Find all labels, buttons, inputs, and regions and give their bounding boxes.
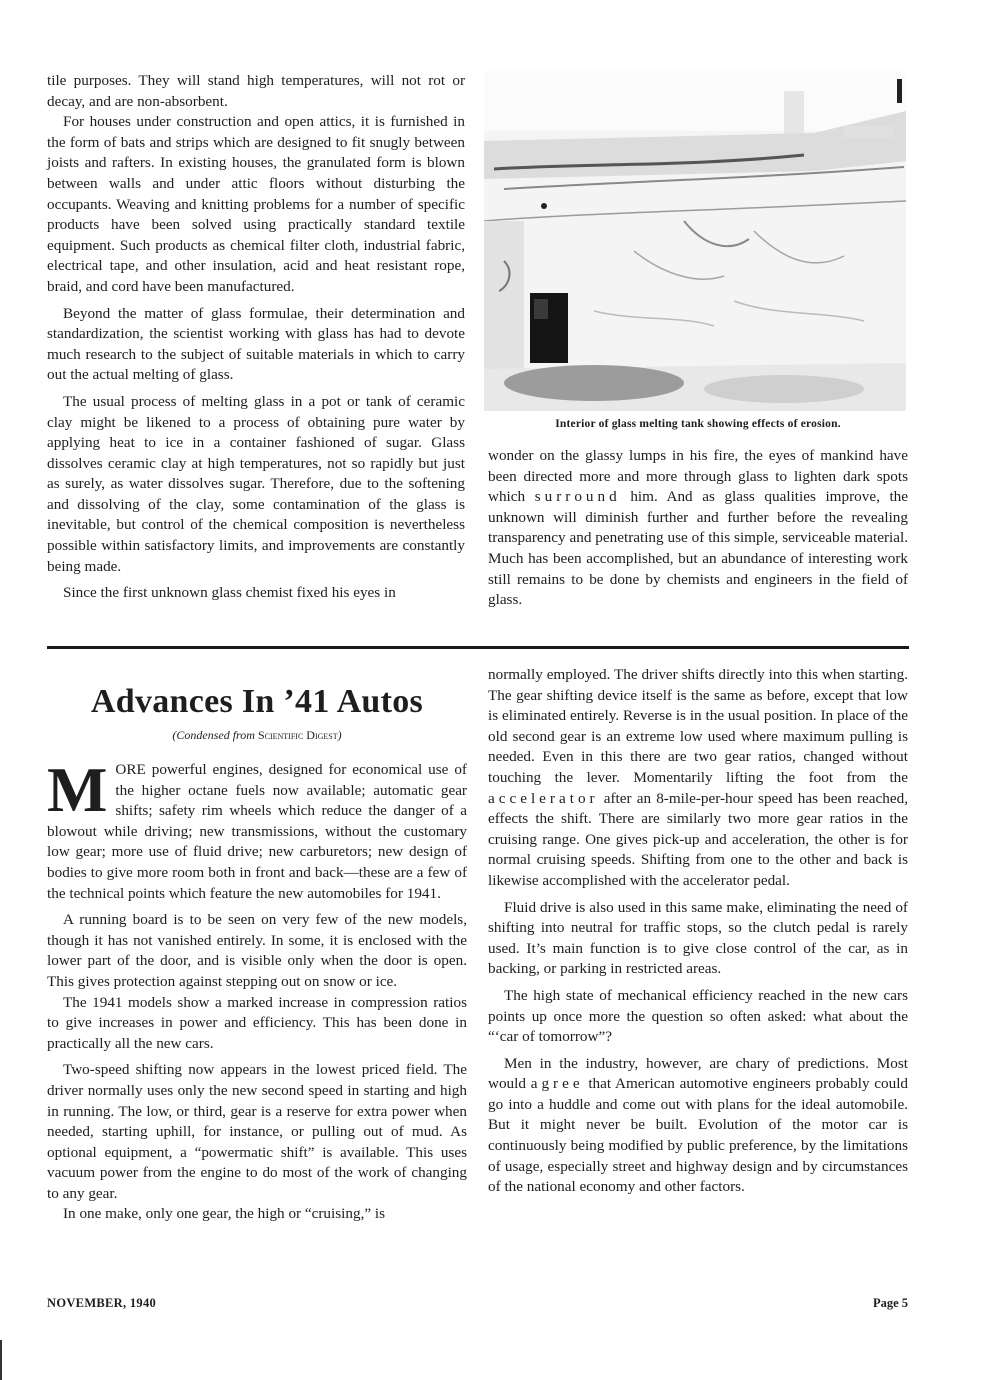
section-divider (47, 646, 909, 649)
drop-cap: M (47, 754, 108, 825)
glass-article-ending (488, 446, 908, 611)
paragraph: The high state of mechanical efficiency reached in the new cars points up once more the question so often asked: what about the “‘car of tomorrow”? (488, 986, 908, 1046)
byline-prefix: (Condensed from (172, 728, 255, 742)
lead-paragraph (47, 754, 467, 904)
scan-edge-mark (0, 1340, 2, 1380)
article-title: Advances In ’41 Autos (90, 683, 424, 720)
paragraph (488, 665, 908, 892)
paragraph: A running board is to be seen on very few of the new models, though it has not vanished entirely. In some, it is enclosed with the lower part of the door, and is visible only when the door is open. This gives protection against stepping out on snow or ice. (47, 911, 467, 990)
paragraph: The 1941 models show a marked increase in compression ratios to give increases in power and efficiency. This has been done in practically all the new cars. (47, 993, 467, 1052)
figure-caption: Interior of glass melting tank showing effects of erosion. (555, 418, 841, 430)
issue-date: NOVEMBER, 1940 (47, 1296, 157, 1310)
paragraph: Fluid drive is also used in this same make, eliminating the need of shifting into neutral for traffic stops, so the clutch pedal is rarely used. It’s main function is to give close control of the car, as in backing, or parking in restricted areas. (488, 898, 908, 978)
paragraph: Since the first unknown glass chemist fixed his eyes in (63, 584, 396, 602)
text-run: ORE powerful engines, designed for economical use of the higher octane fuels now available; automatic gear shifts; safety rim wheels which reduce the danger of a blowout while driving; new transmissions, without the customary low gear; more use of fluid drive; new carburetors; new design of bodies to give more room both in front and back—these are a few of the technical points which feature the new automobiles for 1941. (47, 761, 467, 902)
paragraph (488, 1054, 908, 1198)
byline-source: Scientific Digest (257, 728, 338, 742)
text-run: Men in the industry, however, are chary of predictions. Most would (488, 1054, 908, 1093)
glass-article-continuation (47, 71, 465, 604)
text-run: wonder on the glassy lumps in his fire, the eyes of mankind have been directed more and more through glass to lighten dark spots which (488, 447, 908, 506)
autos-article-left-column (47, 754, 467, 1225)
article-byline (47, 728, 467, 743)
paragraph (488, 446, 908, 611)
spaced-word: accelerator (488, 789, 599, 807)
paragraph: In one make, only one gear, the high or “cruising,” is (63, 1205, 386, 1223)
spaced-word: surround (534, 488, 621, 506)
byline-suffix: ) (337, 728, 342, 742)
paragraph: tile purposes. They will stand high temperatures, will not rot or decay, and are non-absorbent. (47, 72, 465, 110)
autos-article-right-column (488, 665, 908, 1198)
glass-tank-illustration (484, 71, 906, 411)
text-run: normally employed. The driver shifts directly into this when starting. The gear shifting device itself is the same as before, except that low is eliminated entirely. Reverse is in the usual position. In place of the old second gear is an extreme low used where maximum pulling is needed. Even in this there are two gear ratios, changed without touching the lever. Momentarily lifting the foot from the (488, 666, 908, 786)
spaced-word: agree (530, 1075, 584, 1093)
paragraph: The usual process of melting glass in a pot or tank of ceramic clay might be likened to a process of obtaining pure water by applying heat to ice in a container fashioned of sugar. Glass dissolves ceramic clay at high temperatures, not so rapidly but just as surely, as water dissolves sugar. Therefore, due to the softening and dissolving of the clay, some contamination of the glass is inevitable, but control of the chemical composition is nevertheless possible within satisfactory limits, and improvements are constantly being made. (47, 392, 465, 575)
paragraph: Two-speed shifting now appears in the lowest priced field. The driver normally uses only the new second speed in starting and high in running. The low, or third, gear is a reserve for extra power when needed, starting uphill, for instance, or pulling out of mud. As optional equipment, a “powermatic shift” is available. This uses vacuum power from the engine to do most of the work of changing to any gear. (47, 1061, 467, 1202)
page-number: Page 5 (872, 1296, 908, 1310)
text-run: that American automotive engineers probably could go into a huddle and come out with plans for the ideal automobile. But it might never be built. Evolution of the motor car is continuously being modified by public preference, by the limitations of usage, especially street and highway design and by circumstances of the national economy and other factors. (488, 1075, 909, 1196)
text-run: after an 8-mile-per-hour speed has been reached, effects the shift. There are similarly two more gear ratios in the cruising range. One gives pick-up and acceleration, the other is for normal cruising speeds. Shifting from one to the other and back is likewise accomplished with the accelerator pedal. (488, 789, 908, 889)
paragraph: For houses under construction and open attics, it is furnished in the form of bats and strips which are designed to fit snugly between joists and rafters. In existing houses, the granulated form is blown between walls and under attic floors without disturbing the occupants. Weaving and knitting problems for a number of specific products have been solved using practically standard textile equipment. Such products as chemical filter cloth, industrial fabric, electrical tape, and other insulation, acid and heat resistant rope, braid, and cord have been manufactured. (47, 113, 465, 295)
glass-tank-photo (484, 71, 906, 411)
text-run: him. And as glass qualities improve, the unknown will diminish further and further before the revealing transparency and penetrating use of this simple, serviceable material. Much has been accomplished, but an abundance of interesting work still remains to be done by chemists and engineers in the field of glass. (488, 488, 909, 609)
paragraph: Beyond the matter of glass formulae, their determination and standardization, the scientist working with glass has had to devote much research to the subject of suitable materials in which to carry out the actual melting of glass. (47, 304, 465, 384)
